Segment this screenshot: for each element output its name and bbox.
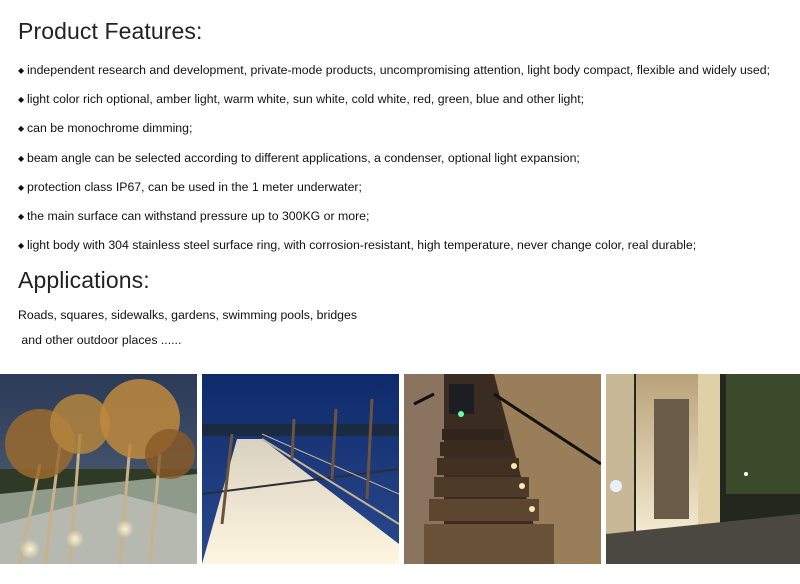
feature-item: ◆ beam angle can be selected according to different applications, a condenser, optional light expansion; bbox=[18, 151, 580, 165]
photo-stone-doorway-wall-washer bbox=[606, 374, 800, 564]
photo-bridge-walkway-night bbox=[202, 374, 399, 564]
photo-stone-staircase-step-lights bbox=[404, 374, 601, 564]
feature-item: ◆ independent research and development, private-mode products, uncompromising attention, light body compact, flexible and widely used; bbox=[18, 63, 771, 77]
diamond-bullet-icon: ◆ bbox=[18, 124, 25, 133]
photo-garden-trees-uplights bbox=[0, 374, 197, 564]
feature-item: ◆ the main surface can withstand pressure up to 300KG or more; bbox=[18, 209, 370, 223]
feature-item: ◆ light body with 304 stainless steel surface ring, with corrosion-resistant, high temperature, never change color, real durable; bbox=[18, 238, 697, 252]
feature-item: ◆ light color rich optional, amber light, warm white, sun white, cold white, red, green, blue and other light; bbox=[18, 92, 585, 106]
features-title: Product Features: bbox=[18, 18, 203, 44]
applications-line: Roads, squares, sidewalks, gardens, swimming pools, bridges bbox=[18, 308, 358, 322]
diamond-bullet-icon: ◆ bbox=[18, 154, 25, 163]
diamond-bullet-icon: ◆ bbox=[18, 66, 25, 75]
diamond-bullet-icon: ◆ bbox=[18, 95, 25, 104]
diamond-bullet-icon: ◆ bbox=[18, 241, 25, 250]
applications-title: Applications: bbox=[18, 267, 150, 293]
diamond-bullet-icon: ◆ bbox=[18, 212, 25, 221]
diamond-bullet-icon: ◆ bbox=[18, 183, 25, 192]
feature-item: ◆ protection class IP67, can be used in the 1 meter underwater; bbox=[18, 180, 362, 194]
applications-line: and other outdoor places ...... bbox=[18, 333, 182, 347]
feature-item: ◆ can be monochrome dimming; bbox=[18, 121, 193, 135]
